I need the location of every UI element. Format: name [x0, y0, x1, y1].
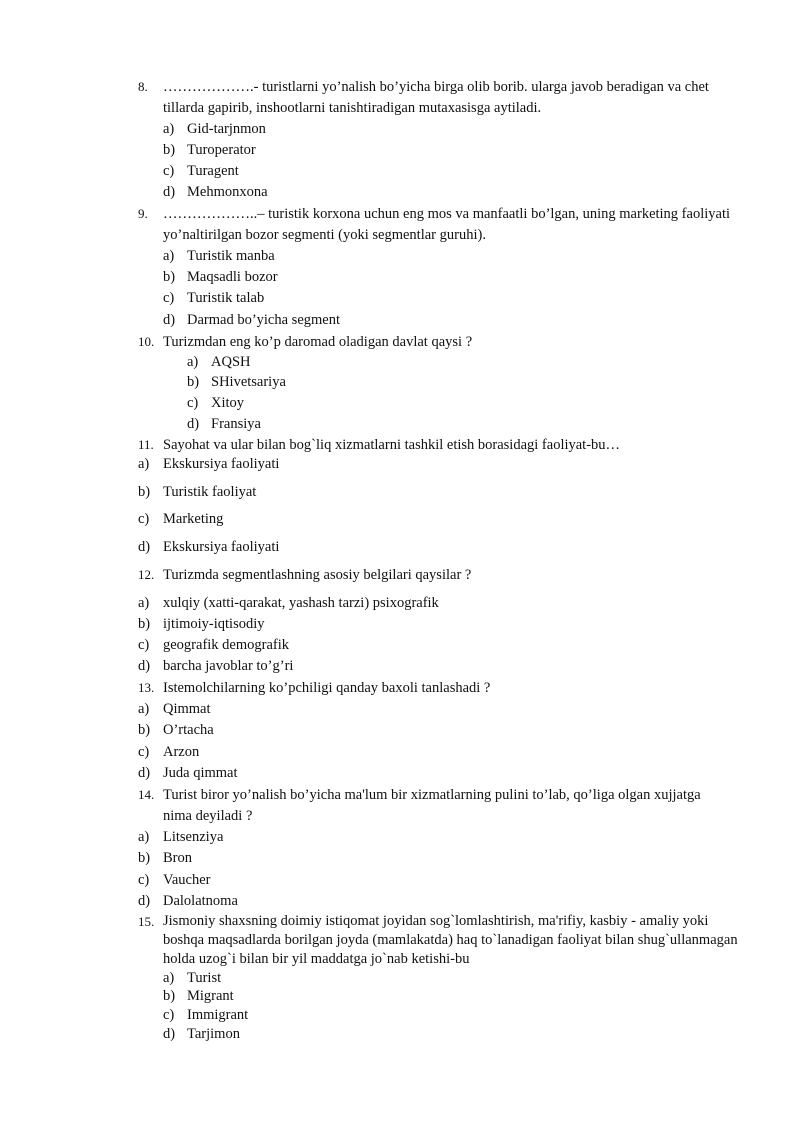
- option-15d: [163, 1024, 240, 1044]
- question-number: 13.: [138, 680, 155, 695]
- option-text: Darmad bo’yicha segment: [187, 312, 341, 328]
- option-text: Turistik talab: [187, 290, 265, 306]
- option-text: Xitoy: [211, 395, 245, 411]
- question-text: Turizmdan eng ko’p daromad oladigan davlat qaysi ?: [163, 334, 473, 350]
- option-letter: a): [138, 595, 150, 611]
- option-text: Maqsadli bozor: [187, 269, 278, 285]
- question-10: [138, 332, 473, 352]
- question-text: ……………….- turistlarni yo’nalish bo’yicha birga olib borib. ularga javob beradigan va chet tillarda gapirib, inshootlarni tanishtiradigan mutaxasisga aytiladi.: [163, 79, 709, 116]
- option-text: Bron: [163, 850, 192, 866]
- option-letter: b): [163, 142, 176, 158]
- option-letter: c): [138, 744, 150, 760]
- option-10c: [187, 393, 245, 413]
- option-text: Fransiya: [211, 416, 261, 432]
- option-15b: [163, 986, 234, 1006]
- option-11d: [138, 537, 280, 557]
- option-text: Arzon: [163, 744, 200, 760]
- option-letter: d): [138, 539, 151, 555]
- option-14b: [138, 848, 192, 868]
- option-15c: [163, 1005, 249, 1025]
- option-10d: [187, 414, 261, 434]
- option-letter: b): [138, 722, 151, 738]
- option-text: Turistik faoliyat: [163, 484, 257, 500]
- option-12a: [138, 593, 439, 613]
- option-text: Ekskursiya faoliyati: [163, 539, 280, 555]
- option-letter: b): [138, 484, 151, 500]
- question-number: 8.: [138, 79, 148, 94]
- option-13a: [138, 699, 211, 719]
- option-text: Turoperator: [187, 142, 256, 158]
- option-text: Juda qimmat: [163, 765, 238, 781]
- option-text: barcha javoblar to’g’ri: [163, 658, 294, 674]
- question-number: 15.: [138, 914, 155, 929]
- option-10a: [187, 352, 251, 372]
- option-letter: d): [138, 765, 151, 781]
- option-13b: [138, 720, 214, 740]
- option-letter: d): [163, 1026, 176, 1042]
- option-text: Turistik manba: [187, 248, 275, 264]
- option-12c: [138, 635, 290, 655]
- question-text: Istemolchilarning ko’pchiligi qanday baxoli tanlashadi ?: [163, 680, 491, 696]
- question-number: 10.: [138, 334, 155, 349]
- option-text: Vaucher: [163, 872, 211, 888]
- option-11c: [138, 509, 224, 529]
- question-number: 9.: [138, 206, 148, 221]
- option-8b: [163, 140, 256, 160]
- option-12d: [138, 656, 294, 676]
- option-8c: [163, 161, 239, 181]
- option-text: ijtimoiy-iqtisodiy: [163, 616, 265, 632]
- question-number: 14.: [138, 787, 155, 802]
- option-text: Tarjimon: [187, 1026, 240, 1042]
- option-letter: d): [138, 658, 151, 674]
- option-11a: [138, 454, 280, 474]
- option-9b: [163, 267, 278, 287]
- option-text: Turist: [187, 970, 222, 986]
- question-text: Jismoniy shaxsning doimiy istiqomat joyidan sog`lomlashtirish, ma'rifiy, kasbiy - amaliy yoki boshqa maqsadlarda borilgan joyda (mamlakatda) haq to`lanadigan faoliyat bilan shug`ullanmagan holda uzog`i bilan bir yil maddatga jo`nab ketishi-bu: [163, 913, 738, 967]
- option-text: Mehmonxona: [187, 184, 268, 200]
- option-14a: [138, 827, 224, 847]
- option-letter: a): [138, 456, 150, 472]
- option-text: O’rtacha: [163, 722, 214, 738]
- option-letter: c): [138, 637, 150, 653]
- question-number: 11.: [138, 437, 154, 452]
- option-9d: [163, 310, 341, 330]
- option-10b: [187, 372, 286, 392]
- option-12b: [138, 614, 265, 634]
- question-text: Turist biror yo’nalish bo’yicha ma'lum bir xizmatlarning pulini to’lab, qo’liga olgan xujjatga nima deyiladi ?: [163, 787, 701, 824]
- option-14c: [138, 870, 211, 890]
- option-letter: c): [163, 1007, 175, 1023]
- option-letter: c): [138, 511, 150, 527]
- question-12: [138, 565, 472, 585]
- question-text: ………………..– turistik korxona uchun eng mos va manfaatli bo’lgan, uning marketing faoliyati yo’naltirilgan bozor segmenti (yoki segmentlar guruhi).: [163, 206, 731, 243]
- option-text: Marketing: [163, 511, 224, 527]
- option-letter: d): [187, 416, 200, 432]
- option-text: SHivetsariya: [211, 374, 286, 390]
- option-text: Qimmat: [163, 701, 211, 717]
- option-letter: a): [138, 829, 150, 845]
- option-9a: [163, 246, 275, 266]
- option-9c: [163, 288, 265, 308]
- option-text: Litsenziya: [163, 829, 224, 845]
- option-text: Immigrant: [187, 1007, 249, 1023]
- option-text: Turagent: [187, 163, 239, 179]
- option-letter: d): [163, 312, 176, 328]
- question-text: Turizmda segmentlashning asosiy belgilari qaysilar ?: [163, 567, 472, 583]
- option-15a: [163, 968, 222, 988]
- option-letter: c): [187, 395, 199, 411]
- option-letter: b): [163, 988, 176, 1004]
- option-letter: c): [138, 872, 150, 888]
- option-13d: [138, 763, 238, 783]
- option-8d: [163, 182, 268, 202]
- option-14d: [138, 891, 238, 911]
- option-letter: a): [163, 970, 175, 986]
- option-letter: a): [163, 121, 175, 137]
- option-letter: b): [138, 616, 151, 632]
- question-13: [138, 678, 491, 698]
- option-letter: b): [138, 850, 151, 866]
- option-text: AQSH: [211, 354, 251, 370]
- option-letter: a): [138, 701, 150, 717]
- option-letter: c): [163, 290, 175, 306]
- option-8a: [163, 119, 266, 139]
- option-text: Ekskursiya faoliyati: [163, 456, 280, 472]
- question-text: Sayohat va ular bilan bog`liq xizmatlarni tashkil etish borasidagi faoliyat-bu…: [163, 437, 621, 453]
- option-letter: a): [187, 354, 199, 370]
- option-text: geografik demografik: [163, 637, 290, 653]
- option-11b: [138, 482, 257, 502]
- option-text: Migrant: [187, 988, 234, 1004]
- option-text: Gid-tarjnmon: [187, 121, 266, 137]
- question-11: [138, 435, 621, 455]
- option-letter: d): [163, 184, 176, 200]
- option-letter: c): [163, 163, 175, 179]
- option-letter: d): [138, 893, 151, 909]
- option-letter: b): [187, 374, 200, 390]
- question-number: 12.: [138, 567, 155, 582]
- option-text: xulqiy (xatti-qarakat, yashash tarzi) psixografik: [163, 595, 439, 611]
- option-text: Dalolatnoma: [163, 893, 238, 909]
- option-letter: b): [163, 269, 176, 285]
- option-13c: [138, 742, 200, 762]
- option-letter: a): [163, 248, 175, 264]
